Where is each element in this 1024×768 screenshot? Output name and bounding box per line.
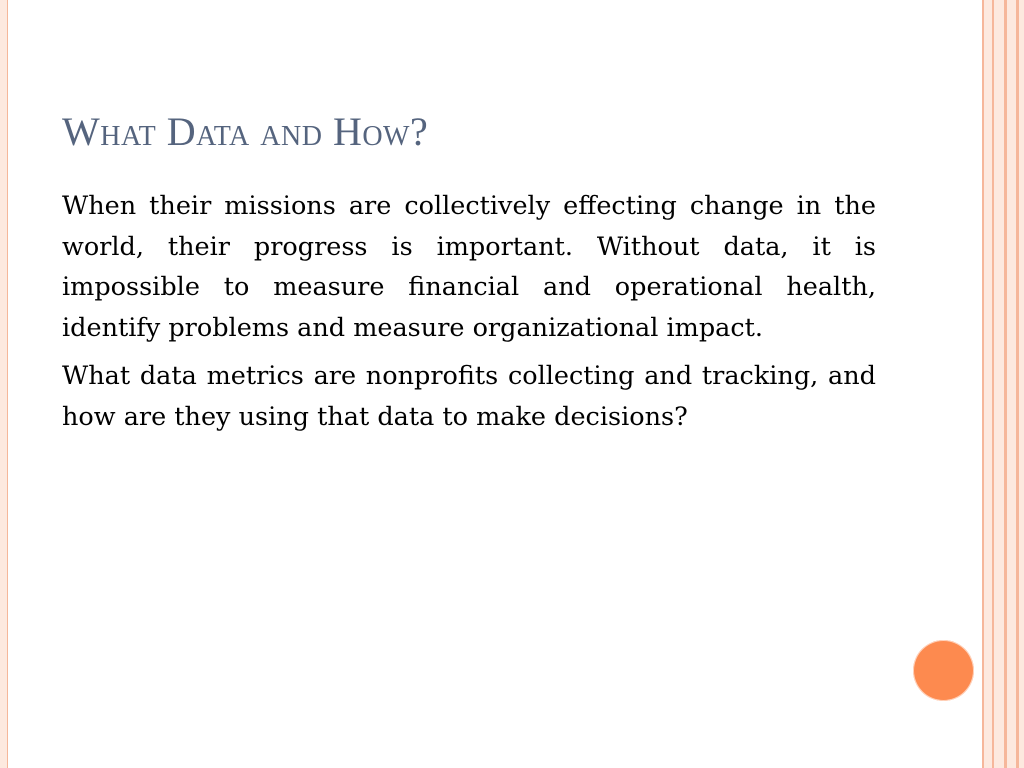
body-paragraph: When their missions are collectively effecting change in the world, their progress is important. Without data, it is impossible to measure financial and operational health, identify problems and measure organizational impact. — [62, 191, 876, 343]
border-stripe — [992, 0, 994, 768]
border-stripe — [982, 0, 984, 768]
left-border-decoration — [0, 0, 8, 768]
accent-circle-decoration — [913, 640, 974, 701]
border-stripe — [1016, 0, 1019, 768]
body-paragraph: What data metrics are nonprofits collecting and tracking, and how are they using that data to make decisions? — [62, 361, 876, 432]
slide-title: What Data and How? — [62, 109, 429, 154]
border-stripe — [1004, 0, 1007, 768]
slide-body — [62, 186, 876, 445]
